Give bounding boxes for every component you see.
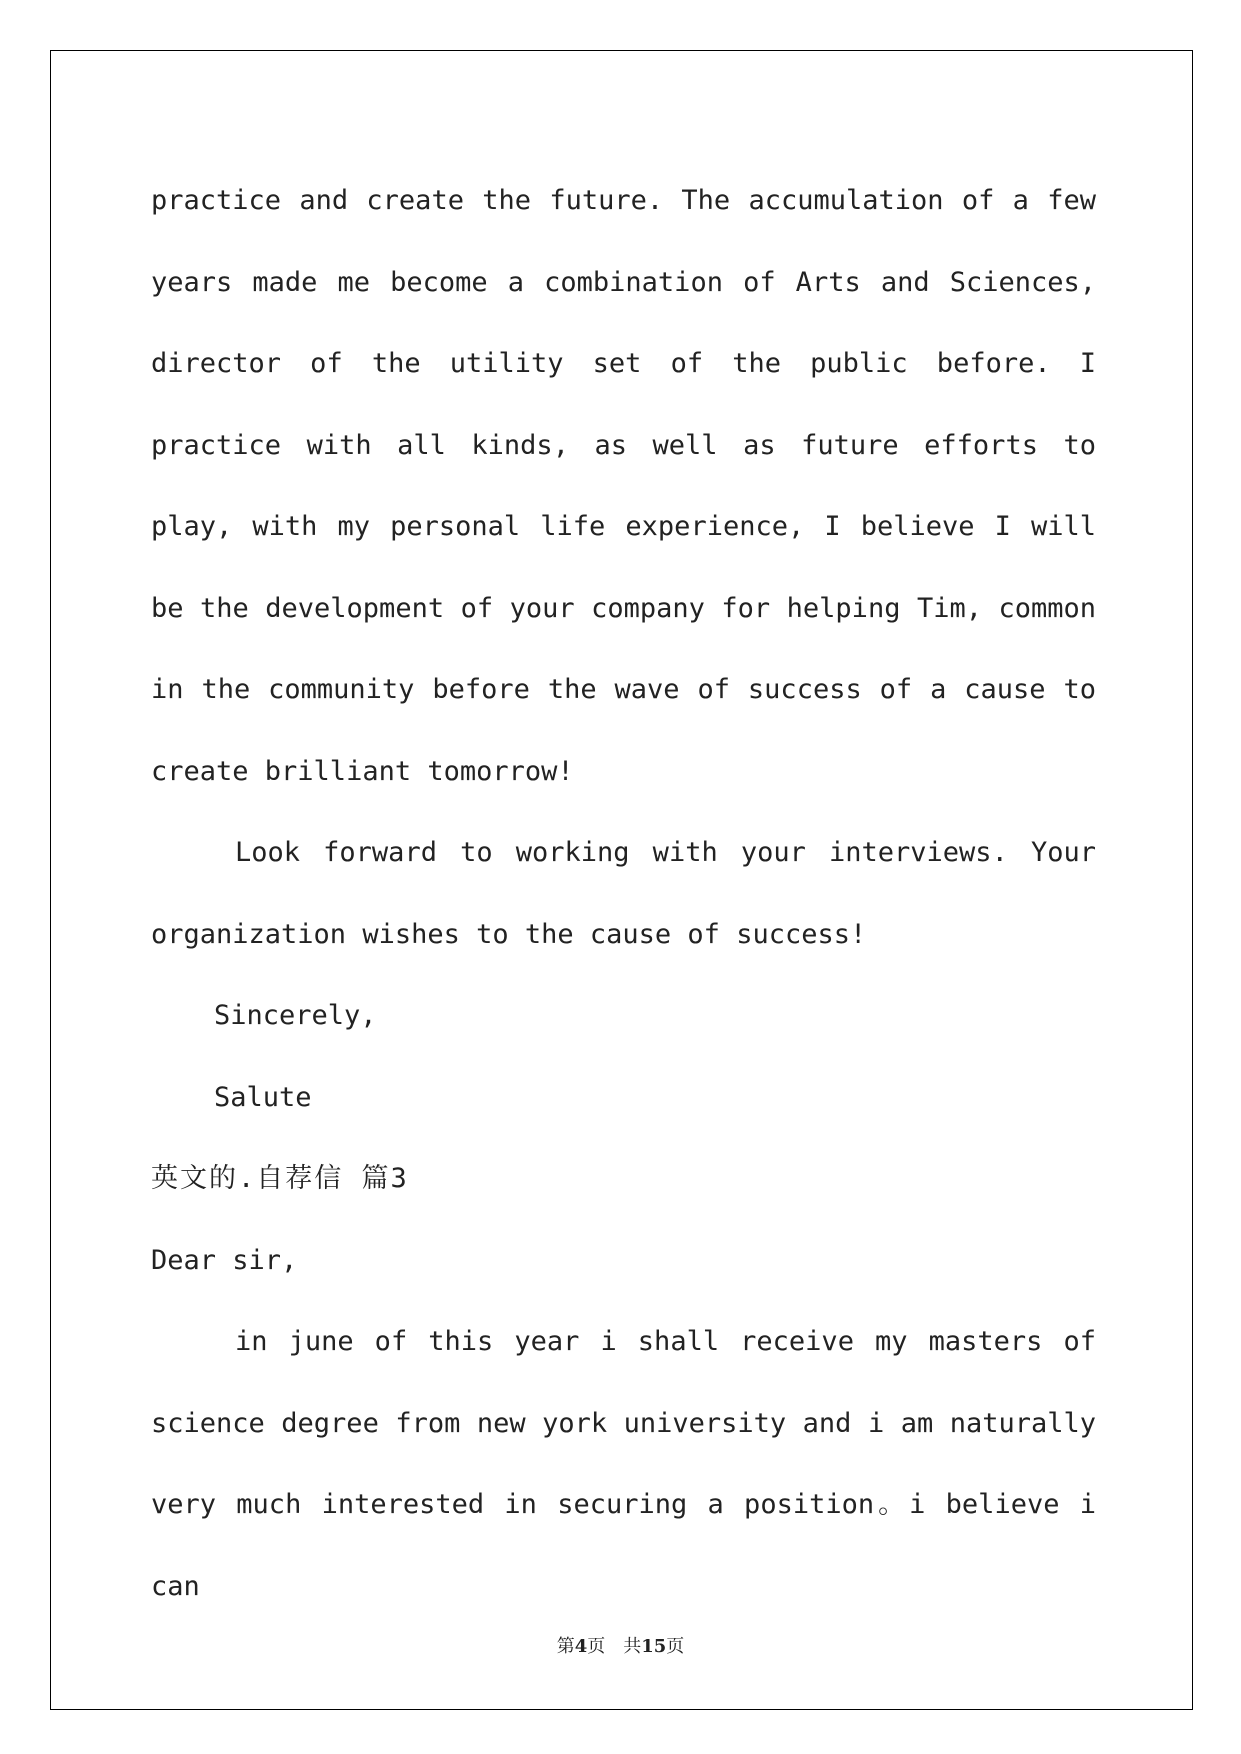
- salutation: Dear sir,: [151, 1244, 298, 1276]
- paragraph-letter-body: in june of this year i shall receive my masters of science degree from new york university and i am naturally very much interested in securing a position。i believe i can: [151, 1326, 1096, 1602]
- footer-prefix: 第: [556, 1636, 575, 1657]
- footer-total-suffix: 页: [666, 1636, 685, 1657]
- document-body: [151, 160, 1096, 1627]
- paragraph-look-forward: Look forward to working with your interviews. Your organization wishes to the cause of success!: [151, 837, 1096, 950]
- footer-total-prefix: 共: [623, 1636, 642, 1657]
- paragraph-continuation: practice and create the future. The accumulation of a few years made me become a combination of Arts and Sciences, director of the utility set of the public before. I practice with all kinds, as well as future efforts to play, with my personal life experience, I believe I will be the development of your company for helping Tim, common in the community before the wave of success of a cause to create brilliant tomorrow!: [151, 185, 1096, 787]
- closing-sincerely: Sincerely,: [214, 1000, 377, 1031]
- section-heading: 英文的.自荐信 篇3: [151, 1163, 409, 1194]
- footer-page-suffix: 页: [587, 1636, 606, 1657]
- footer-total-pages: 15: [641, 1636, 667, 1657]
- footer-current-page: 4: [574, 1636, 588, 1657]
- page-footer: [0, 1632, 1241, 1658]
- closing-salute: Salute: [214, 1081, 312, 1113]
